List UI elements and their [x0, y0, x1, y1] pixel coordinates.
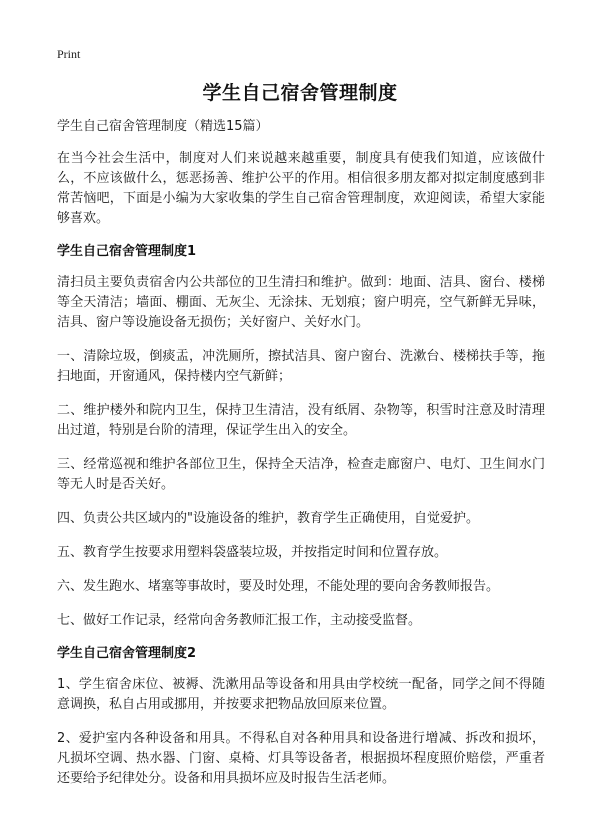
intro-paragraph: 在当今社会生活中，制度对人们来说越来越重要，制度具有使我们知道，应该做什么，不应该做什么，惩恶扬善、维护公平的作用。相信很多朋友都对拟定制度感到非常苦恼吧，下面是小编为大家收集的学生自己宿舍管理制度，欢迎阅读，希望大家能够喜欢。	[57, 151, 545, 226]
paragraph: 七、做好工作记录，经常向舍务教师汇报工作，主动接受监督。	[57, 613, 422, 628]
document-subtitle: 学生自己宿舍管理制度（精选15篇）	[57, 119, 269, 134]
paragraph: 清扫员主要负责宿舍内公共部位的卫生清扫和维护。做到：地面、洁具、窗台、楼梯等全天清洁；墙面、棚面、无灰尘、无涂抹、无划痕；窗户明亮，空气新鲜无异味，洁具、窗户等设施设备无损伤；关好窗户、关好水门。	[57, 275, 545, 330]
paragraph: 1、学生宿舍床位、被褥、洗漱用品等设备和用具由学校统一配备，同学之间不得随意调换，私自占用或挪用，并按要求把物品放回原来位置。	[57, 677, 545, 712]
paragraph: 六、发生跑水、堵塞等事故时，要及时处理，不能处理的要向舍务教师报告。	[57, 579, 500, 594]
section-heading: 学生自己宿舍管理制度2	[57, 646, 197, 661]
page-title: 学生自己宿舍管理制度	[202, 82, 398, 104]
paragraph: 一、清除垃圾，倒痰盂，冲洗厕所，擦拭洁具、窗户窗台、洗漱台、楼梯扶手等，拖扫地面，开窗通风，保持楼内空气新鲜；	[57, 349, 545, 384]
document-body	[57, 119, 545, 803]
paragraph: 三、经常巡视和维护各部位卫生，保持全天洁净，检查走廊窗户、电灯、卫生间水门等无人时是否关好。	[57, 457, 545, 492]
paragraph: 二、维护楼外和院内卫生，保持卫生清洁，没有纸屑、杂物等，积雪时注意及时清理出过道，特别是台阶的清理，保证学生出入的安全。	[57, 403, 545, 438]
print-label[interactable]: Print	[57, 47, 81, 61]
section-heading: 学生自己宿舍管理制度1	[57, 244, 197, 259]
paragraph: 2、爱护室内各种设备和用具。不得私自对各种用具和设备进行增减、拆改和损坏，凡损坏空调、热水器、门窗、桌椅、灯具等设备者，根据损坏程度照价赔偿，严重者还要给予纪律处分。设备和用具损坏应及时报告生活老师。	[57, 731, 545, 786]
paragraph: 四、负责公共区域内的"设施设备的维护，教育学生正确使用，自觉爱护。	[57, 511, 479, 526]
paragraph: 五、教育学生按要求用塑料袋盛装垃圾，并按指定时间和位置存放。	[57, 545, 448, 560]
